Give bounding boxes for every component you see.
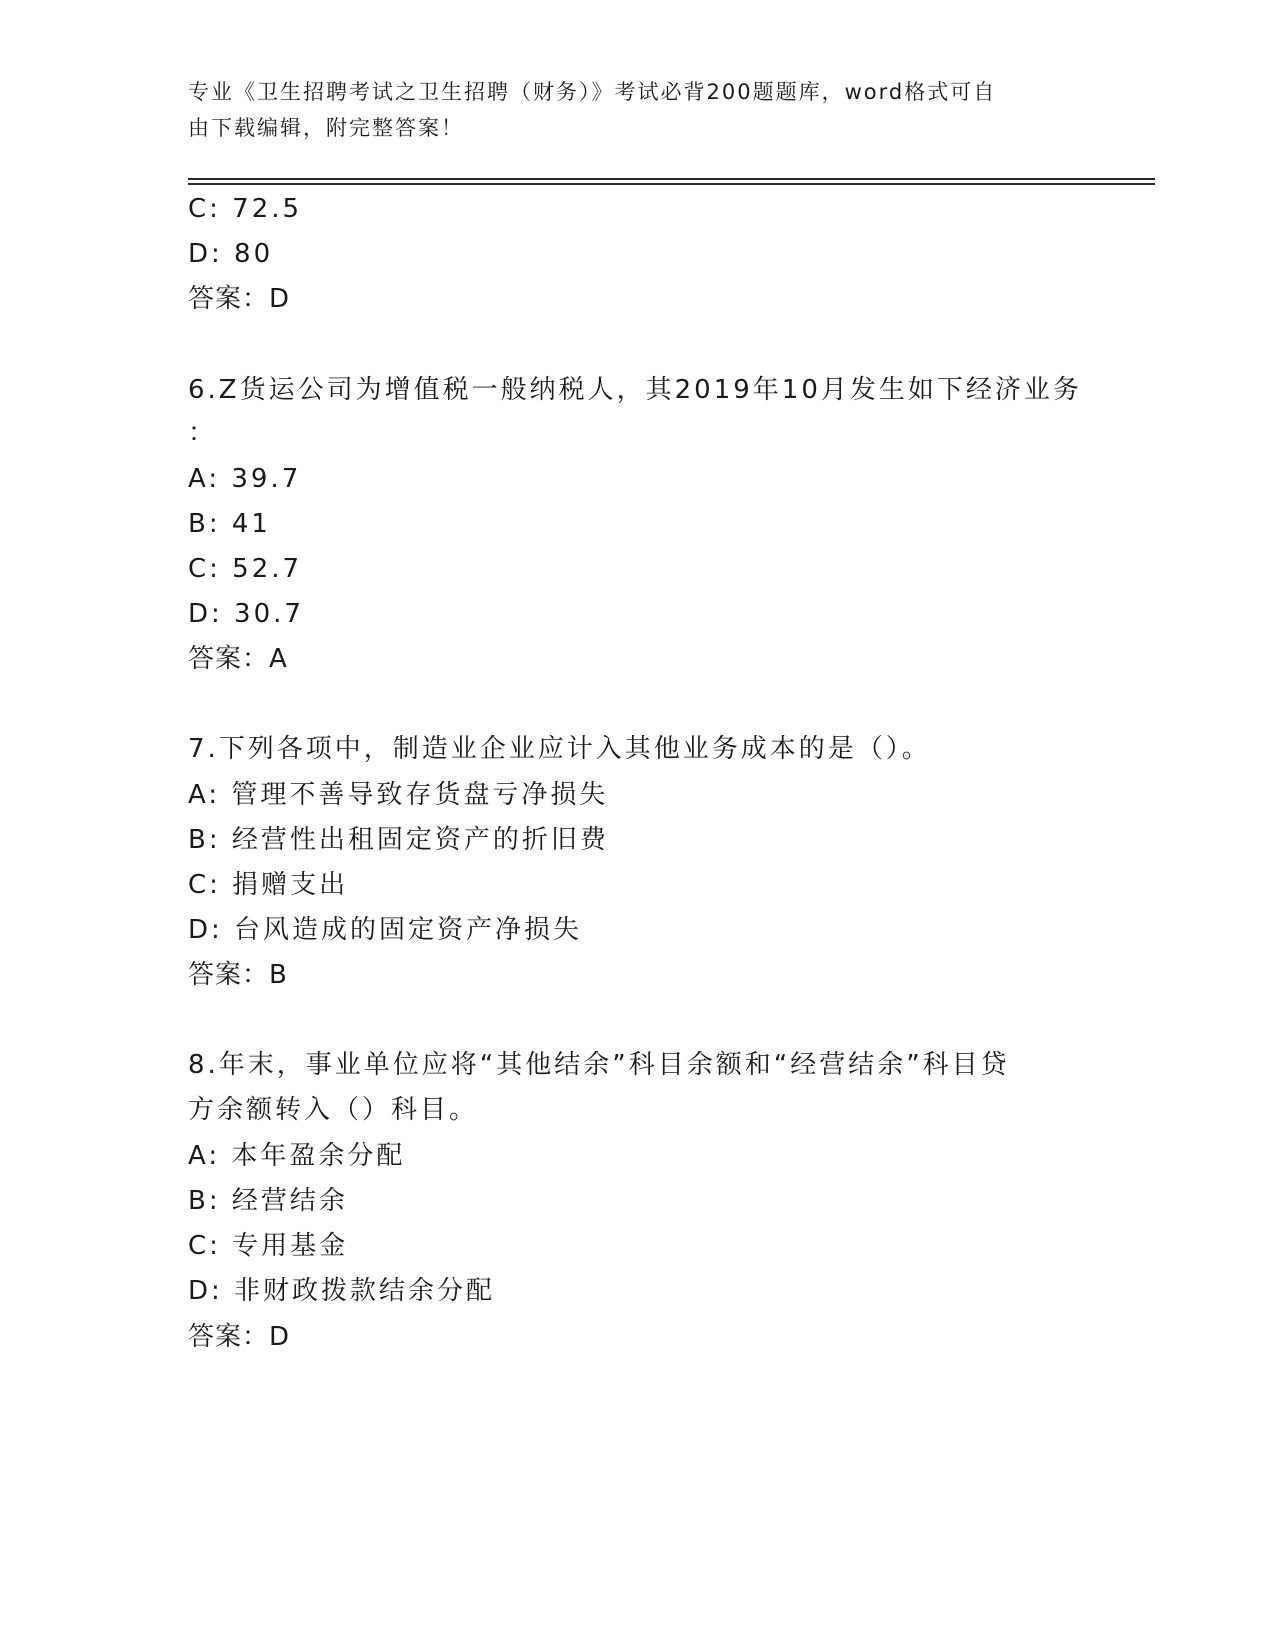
q5-option-c: C: 72.5 bbox=[188, 194, 303, 224]
q5-answer: 答案：D bbox=[188, 284, 291, 314]
q6-option-d: D: 30.7 bbox=[188, 599, 304, 629]
q6-answer: 答案：A bbox=[188, 644, 288, 674]
q7-option-c: C: 捐赠支出 bbox=[188, 870, 349, 900]
q7-answer: 答案：B bbox=[188, 960, 288, 990]
q6-option-a: A: 39.7 bbox=[188, 464, 302, 494]
header-line-2: 由下载编辑，附完整答案！ bbox=[188, 116, 464, 140]
q6-stem-line-2: ： bbox=[188, 418, 218, 448]
q7-option-b: B: 经营性出租固定资产的折旧费 bbox=[188, 825, 609, 855]
q8-option-a: A: 本年盈余分配 bbox=[188, 1141, 406, 1171]
q8-answer: 答案：D bbox=[188, 1322, 291, 1352]
q8-option-b: B: 经营结余 bbox=[188, 1186, 348, 1216]
q7-option-a: A: 管理不善导致存货盘亏净损失 bbox=[188, 780, 609, 810]
q8-option-d: D: 非财政拨款结余分配 bbox=[188, 1276, 496, 1306]
q6-option-c: C: 52.7 bbox=[188, 554, 303, 584]
header-divider-bottom bbox=[188, 183, 1155, 185]
q7-option-d: D: 台风造成的固定资产净损失 bbox=[188, 915, 583, 945]
q8-option-c: C: 专用基金 bbox=[188, 1231, 349, 1261]
q8-stem-line-2: 方余额转入（）科目。 bbox=[188, 1095, 479, 1125]
q6-stem-line-1: 6.Z货运公司为增值税一般纳税人，其2019年10月发生如下经济业务 bbox=[188, 375, 1082, 405]
q7-stem-line-1: 7.下列各项中，制造业企业应计入其他业务成本的是（）。 bbox=[188, 734, 931, 764]
q8-stem-line-1: 8.年末，事业单位应将“其他结余”科目余额和“经营结余”科目贷 bbox=[188, 1050, 1010, 1080]
document-header bbox=[188, 74, 1088, 146]
header-line-1: 专业《卫生招聘考试之卫生招聘（财务）》考试必背200题题库，word格式可自 bbox=[188, 80, 997, 104]
header-divider-top bbox=[188, 178, 1155, 180]
q6-option-b: B: 41 bbox=[188, 509, 271, 539]
q5-option-d: D: 80 bbox=[188, 239, 274, 269]
